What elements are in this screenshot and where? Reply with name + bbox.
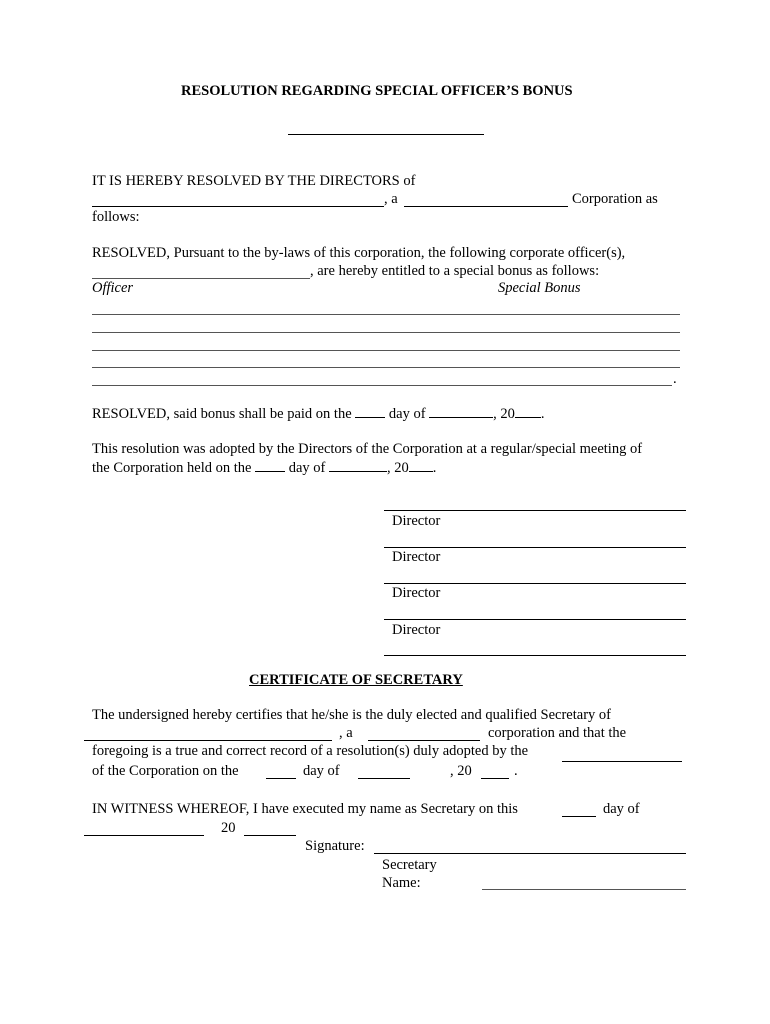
payment-day-of: day of [388,406,426,422]
adopted-by-blank[interactable] [562,761,682,762]
director-signature-line-5[interactable] [384,655,686,656]
officer-bonus-line-1[interactable] [92,314,680,315]
officer-column-label: Officer [92,280,134,296]
meeting-period: . [432,460,437,476]
officer-bonus-line-2[interactable] [92,332,680,333]
payment-year-blank[interactable] [515,405,541,418]
follows-text: follows: [92,209,140,225]
director-label-4: Director [392,622,441,638]
certificate-line-3: foregoing is a true and correct record of a resolution(s) duly adopted by the [92,743,529,759]
payment-text: RESOLVED, said bonus shall be paid on the [92,406,352,422]
meeting-text: the Corporation held on the [92,460,252,476]
witness-day-of: day of [603,801,640,817]
special-bonus-column-label: Special Bonus [498,280,581,296]
name-label: Name: [382,875,421,891]
director-signature-line-3[interactable] [384,583,686,584]
witness-twenty: 20 [221,820,236,836]
certificate-day-of: day of [303,763,340,779]
payment-day-blank[interactable] [355,405,385,418]
certificate-twenty: , 20 [450,763,472,779]
bonus-list-period: . [673,371,677,387]
certificate-date-text: of the Corporation on the [92,763,239,779]
certificate-month-blank[interactable] [358,778,410,779]
title-blank-line[interactable] [288,134,484,135]
director-signature-line-2[interactable] [384,547,686,548]
secretary-corp-name-blank[interactable] [84,740,332,741]
officer-bonus-line-3[interactable] [92,350,680,351]
certificate-heading: CERTIFICATE OF SECRETARY [249,672,463,688]
witness-month-blank[interactable] [84,835,204,836]
opening-line: IT IS HEREBY RESOLVED BY THE DIRECTORS of [92,173,416,189]
director-label-3: Director [392,585,441,601]
director-label-2: Director [392,549,441,565]
director-signature-line-4[interactable] [384,619,686,620]
payment-period: . [540,406,545,422]
secretary-name-line[interactable] [482,889,686,890]
meeting-day-of: day of [288,460,326,476]
witness-line: IN WITNESS WHEREOF, I have executed my name as Secretary on this [92,801,518,817]
meeting-month-blank[interactable] [329,459,387,472]
director-signature-line-1[interactable] [384,510,686,511]
witness-day-blank[interactable] [562,816,596,817]
entitled-bonus-text: , are hereby entitled to a special bonus as follows: [310,263,600,279]
certificate-period: . [514,763,518,779]
payment-month-blank[interactable] [429,405,493,418]
corporation-type-blank[interactable] [404,206,568,207]
secretary-corp-type-blank[interactable] [368,740,480,741]
payment-twenty: , 20 [493,406,515,422]
meeting-day-blank[interactable] [255,459,285,472]
opening-a-text: , a [384,191,398,207]
meeting-date-line [92,459,436,477]
officer-bonus-line-5[interactable] [92,385,672,386]
secretary-label: Secretary [382,857,437,873]
meeting-year-blank[interactable] [409,459,433,472]
resolved-officers-line: RESOLVED, Pursuant to the by-laws of this corporation, the following corporate officer(s), [92,245,626,261]
director-label-1: Director [392,513,441,529]
signature-label: Signature: [305,838,365,854]
certificate-day-blank[interactable] [266,778,296,779]
meeting-twenty: , 20 [386,460,409,476]
directors-of-blank[interactable] [92,206,384,207]
certificate-line-1: The undersigned hereby certifies that he/she is the duly elected and qualified Secretary of [92,707,611,723]
officer-names-blank[interactable] [92,278,310,279]
corporation-and-text: corporation and that the [488,725,627,741]
signature-line[interactable] [374,853,686,854]
document-title: RESOLUTION REGARDING SPECIAL OFFICER’S BONUS [181,83,573,99]
witness-year-blank[interactable] [244,835,296,836]
corporation-as-text: Corporation as [572,191,658,207]
adoption-line: This resolution was adopted by the Directors of the Corporation at a regular/special meeting of [92,441,643,457]
certificate-a-text: , a [339,725,353,741]
payment-date-line [92,405,545,423]
certificate-year-blank[interactable] [481,778,509,779]
officer-bonus-line-4[interactable] [92,367,680,368]
